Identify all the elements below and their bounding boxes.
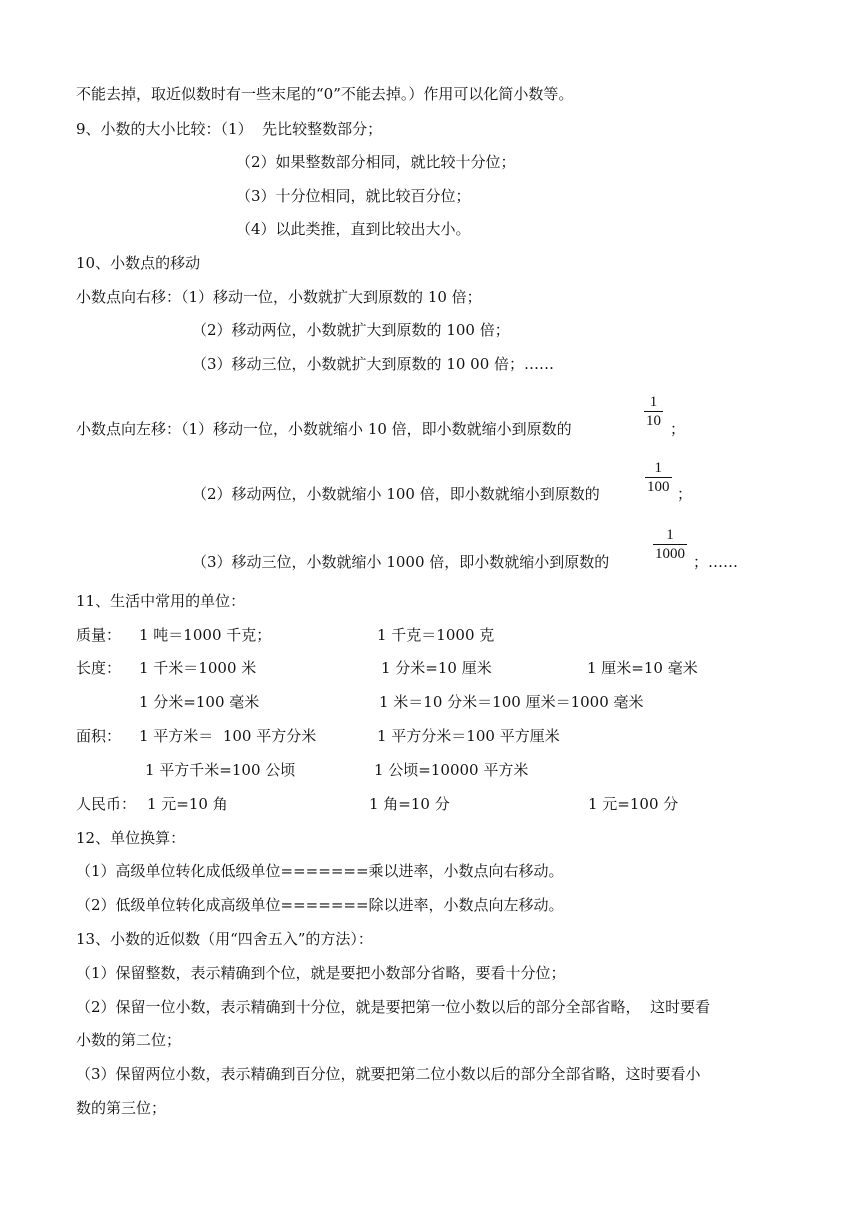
section-10-title: 10、小数点的移动 [76,254,201,272]
unit-label-currency: 人民币： [76,795,137,813]
unit-fact: 1 平方分米＝100 平方厘米 [377,727,560,745]
section-11-title: 11、生活中常用的单位： [76,592,246,610]
unit-fact: 1 分米=100 毫米 [139,693,260,711]
unit-fact: 1 吨＝1000 千克； [139,626,272,644]
text-line: 小数点向左移：（1）移动一位，小数就缩小 10 倍，即小数就缩小到原数的 [76,420,572,438]
unit-fact: 1 千克＝1000 克 [377,626,495,644]
unit-fact: 1 分米=10 厘米 [381,659,492,677]
text-line: （2）保留一位小数，表示精确到十分位，就是要把第一位小数以后的部分全部省略， 这时要看 [76,998,711,1016]
text-line: 数的第三位； [76,1099,167,1117]
text-line: （3）移动三位，小数就缩小 1000 倍，即小数就缩小到原数的 [192,553,610,571]
text-line: ；…… [693,553,739,571]
fraction-denominator: 1000 [655,546,685,562]
text-line: （3）十分位相同，就比较百分位； [236,187,471,205]
section-9-title: 9、小数的大小比较：（1） 先比较整数部分； [76,120,383,138]
text-line: （3）移动三位，小数就扩大到原数的 10 00 倍；…… [192,355,555,373]
text-line: （4）以此类推，直到比较出大小。 [236,220,471,238]
unit-fact: 1 角=10 分 [369,795,450,813]
text-line: 小数的第二位； [76,1031,182,1049]
fraction-numerator: 1 [654,460,662,476]
unit-label-mass: 质量： [76,626,122,644]
text-line: （1）高级单位转化成低级单位=======乘以进率，小数点向右移动。 [76,862,564,880]
text-line: ； [670,420,686,438]
unit-fact: 1 平方千米=100 公顷 [145,761,296,779]
unit-fact: 1 平方米＝ 100 平方分米 [139,727,317,745]
text-line: （2）移动两位，小数就扩大到原数的 100 倍； [192,321,510,339]
unit-fact: 1 厘米=10 毫米 [587,659,698,677]
fraction-one-thousandth [653,526,687,563]
text-line: 小数点向右移：（1）移动一位，小数就扩大到原数的 10 倍； [76,288,482,306]
fraction-numerator: 1 [649,394,658,410]
unit-fact: 1 千米＝1000 米 [139,659,257,677]
unit-fact: 1 元=10 角 [147,795,228,813]
unit-label-area: 面积： [76,727,122,745]
text-line: （2）移动两位，小数就缩小 100 倍，即小数就缩小到原数的 [192,485,600,503]
section-12-title: 12、单位换算： [76,829,186,847]
text-line: ； [677,485,693,503]
fraction-denominator: 100 [647,479,670,495]
text-line: （2）如果整数部分相同，就比较十分位； [236,153,516,171]
text-line: 不能去掉，取近似数时有一些末尾的“0”不能去掉。）作用可以化简小数等。 [76,85,574,103]
fraction-one-tenth [644,393,663,430]
text-line: （3）保留两位小数，表示精确到百分位，就要把第二位小数以后的部分全部省略，这时要看小 [76,1065,701,1083]
fraction-numerator: 1 [666,527,674,543]
unit-label-length: 长度： [76,659,122,677]
text-line: （1）保留整数，表示精确到个位，就是要把小数部分省略，要看十分位； [76,964,566,982]
fraction-one-hundredth [645,459,672,496]
unit-fact: 1 公顷=10000 平方米 [374,761,529,779]
fraction-denominator: 10 [646,413,661,429]
text-line: （2）低级单位转化成高级单位=======除以进率，小数点向左移动。 [76,896,564,914]
section-13-title: 13、小数的近似数（用“四舍五入”的方法）： [76,930,373,948]
unit-fact: 1 元=100 分 [588,795,679,813]
unit-fact: 1 米＝10 分米＝100 厘米＝1000 毫米 [379,693,644,711]
